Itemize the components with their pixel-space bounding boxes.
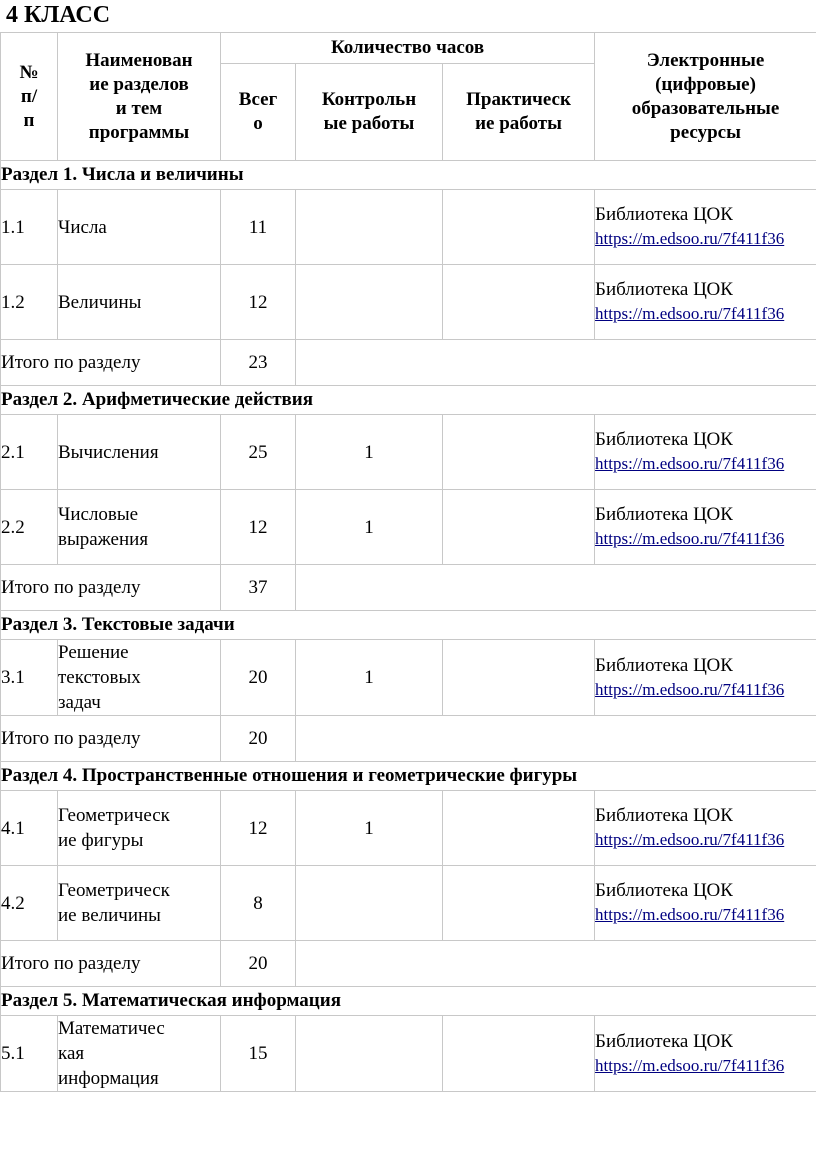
row-tests: 1 <box>296 415 443 490</box>
row-total-hours: 25 <box>221 415 296 490</box>
section-row <box>1 762 816 791</box>
resource-link[interactable]: https://m.edsoo.ru/7f411f36 <box>595 830 785 849</box>
subtotal-value: 37 <box>221 565 296 611</box>
resource-link[interactable]: https://m.edsoo.ru/7f411f36 <box>595 1055 785 1075</box>
row-number: 2.2 <box>1 490 58 565</box>
table-row <box>1 415 816 490</box>
curriculum-table <box>0 32 816 1092</box>
row-name: Математичес кая информация <box>58 1016 221 1092</box>
row-number: 5.1 <box>1 1016 58 1092</box>
subtotal-label: Итого по разделу <box>1 941 221 987</box>
subtotal-value: 20 <box>221 716 296 762</box>
resource-library: Библиотека ЦОК <box>595 1030 733 1052</box>
header-practical: Практическ ие работы <box>443 64 595 161</box>
header-total: Всег о <box>221 64 296 161</box>
section-title: Раздел 1. Числа и величины <box>1 161 816 190</box>
subtotal-label: Итого по разделу <box>1 716 221 762</box>
subtotal-empty <box>296 565 816 611</box>
table-row <box>1 190 816 265</box>
row-name: Числа <box>58 190 221 265</box>
row-resource <box>595 265 816 340</box>
subtotal-empty <box>296 716 816 762</box>
row-practical <box>443 640 595 716</box>
resource-link[interactable]: https://m.edsoo.ru/7f411f36 <box>595 229 785 248</box>
table-row <box>1 490 816 565</box>
row-tests: 1 <box>296 791 443 866</box>
resource-library: Библиотека ЦОК <box>595 504 733 525</box>
row-resource <box>595 1016 816 1092</box>
subtotal-value: 20 <box>221 941 296 987</box>
row-resource <box>595 791 816 866</box>
section-row <box>1 161 816 190</box>
resource-library: Библиотека ЦОК <box>595 805 733 826</box>
resource-link[interactable]: https://m.edsoo.ru/7f411f36 <box>595 304 785 323</box>
row-number: 4.1 <box>1 791 58 866</box>
row-practical <box>443 490 595 565</box>
row-practical <box>443 415 595 490</box>
row-resource <box>595 866 816 941</box>
row-resource <box>595 190 816 265</box>
section-row <box>1 987 816 1016</box>
page-title: 4 КЛАСС <box>6 2 111 28</box>
resource-link[interactable]: https://m.edsoo.ru/7f411f36 <box>595 905 785 924</box>
resource-link[interactable]: https://m.edsoo.ru/7f411f36 <box>595 529 785 548</box>
row-tests: 1 <box>296 640 443 716</box>
subtotal-row <box>1 565 816 611</box>
section-row <box>1 386 816 415</box>
row-tests <box>296 265 443 340</box>
section-row <box>1 611 816 640</box>
row-tests <box>296 190 443 265</box>
resource-library: Библиотека ЦОК <box>595 204 733 225</box>
row-total-hours: 20 <box>221 640 296 716</box>
row-tests <box>296 1016 443 1092</box>
subtotal-row <box>1 340 816 386</box>
row-name: Вычисления <box>58 415 221 490</box>
table-row <box>1 1016 816 1092</box>
row-resource <box>595 415 816 490</box>
row-tests <box>296 866 443 941</box>
row-name: Геометрическ ие фигуры <box>58 791 221 866</box>
row-total-hours: 12 <box>221 791 296 866</box>
row-tests: 1 <box>296 490 443 565</box>
section-title: Раздел 2. Арифметические действия <box>1 386 816 415</box>
row-total-hours: 12 <box>221 490 296 565</box>
header-tests: Контрольн ые работы <box>296 64 443 161</box>
subtotal-label: Итого по разделу <box>1 565 221 611</box>
header-number: № п/ п <box>1 33 58 161</box>
row-total-hours: 15 <box>221 1016 296 1092</box>
header-hours: Количество часов <box>221 33 595 64</box>
row-practical <box>443 190 595 265</box>
resource-link[interactable]: https://m.edsoo.ru/7f411f36 <box>595 454 785 473</box>
section-title: Раздел 3. Текстовые задачи <box>1 611 816 640</box>
row-name: Решение текстовых задач <box>58 640 221 716</box>
subtotal-empty <box>296 340 816 386</box>
row-resource <box>595 490 816 565</box>
subtotal-row <box>1 716 816 762</box>
subtotal-label: Итого по разделу <box>1 340 221 386</box>
subtotal-row <box>1 941 816 987</box>
subtotal-value: 23 <box>221 340 296 386</box>
row-number: 3.1 <box>1 640 58 716</box>
row-practical <box>443 1016 595 1092</box>
row-practical <box>443 866 595 941</box>
row-practical <box>443 791 595 866</box>
resource-library: Библиотека ЦОК <box>595 880 733 901</box>
resource-library: Библиотека ЦОК <box>595 654 733 676</box>
row-number: 2.1 <box>1 415 58 490</box>
subtotal-empty <box>296 941 816 987</box>
row-number: 1.1 <box>1 190 58 265</box>
row-resource <box>595 640 816 716</box>
resource-link[interactable]: https://m.edsoo.ru/7f411f36 <box>595 679 785 699</box>
row-practical <box>443 265 595 340</box>
row-number: 1.2 <box>1 265 58 340</box>
section-title: Раздел 4. Пространственные отношения и геометрические фигуры <box>1 762 816 791</box>
row-total-hours: 8 <box>221 866 296 941</box>
table-row <box>1 866 816 941</box>
row-name: Величины <box>58 265 221 340</box>
section-title: Раздел 5. Математическая информация <box>1 987 816 1016</box>
table-row <box>1 791 816 866</box>
header-name: Наименован ие разделов и тем программы <box>58 33 221 161</box>
row-name: Геометрическ ие величины <box>58 866 221 941</box>
table-row <box>1 640 816 716</box>
row-number: 4.2 <box>1 866 58 941</box>
table-row <box>1 265 816 340</box>
row-total-hours: 11 <box>221 190 296 265</box>
row-name: Числовые выражения <box>58 490 221 565</box>
resource-library: Библиотека ЦОК <box>595 279 733 300</box>
header-resources: Электронные (цифровые) образовательные ресурсы <box>595 33 816 161</box>
row-total-hours: 12 <box>221 265 296 340</box>
resource-library: Библиотека ЦОК <box>595 429 733 450</box>
